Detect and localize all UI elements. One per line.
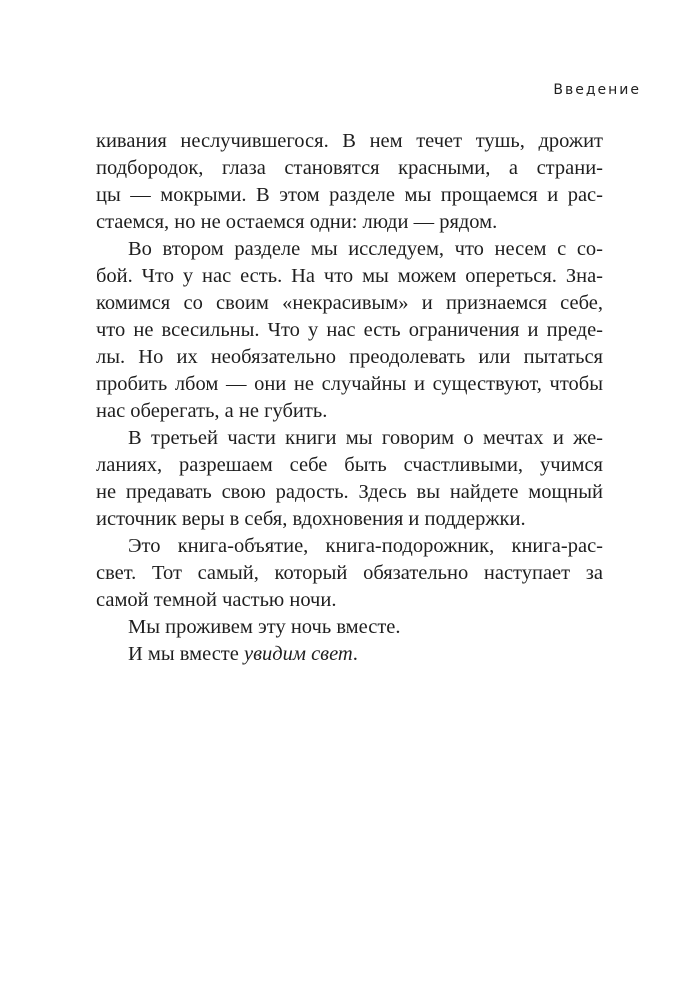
- text-line: пробить лбом — они не случайны и существуют, чтобы: [96, 373, 603, 395]
- text-line: Мы проживем эту ночь вместе.: [128, 616, 401, 638]
- text-line: стаемся, но не остаемся одни: люди — рядом.: [96, 211, 498, 233]
- text-line: самой темной частью ночи.: [96, 589, 337, 611]
- running-head: Введение: [553, 82, 641, 98]
- text-line: источник веры в себя, вдохновения и поддержки.: [96, 508, 526, 530]
- text-line: не предавать свою радость. Здесь вы найдете мощный: [96, 481, 603, 503]
- text-segment: .: [352, 643, 358, 665]
- text-line: цы — мокрыми. В этом разделе мы прощаемся и рас-: [96, 184, 603, 206]
- text-line: подбородок, глаза становятся красными, а страни-: [96, 157, 603, 179]
- italic-emphasis: увидим свет: [244, 643, 353, 665]
- text-line: ланиях, разрешаем себе быть счастливыми, учимся: [96, 454, 603, 476]
- text-line: В третьей части книги мы говорим о мечтах и же-: [128, 427, 603, 449]
- text-line: свет. Тот самый, который обязательно наступает за: [96, 562, 603, 584]
- text-line: лы. Но их необязательно преодолевать или пытаться: [96, 346, 603, 368]
- text-line: что не всесильны. Что у нас есть ограничения и преде-: [96, 319, 603, 341]
- text-line: нас оберегать, а не губить.: [96, 400, 328, 422]
- body-text: [96, 128, 603, 668]
- text-line: кивания неслучившегося. В нем течет тушь, дрожит: [96, 130, 603, 152]
- text-line: Это книга-объятие, книга-подорожник, книга-рас-: [128, 535, 603, 557]
- text-line: Во втором разделе мы исследуем, что несем с со-: [128, 238, 603, 260]
- text-line: бой. Что у нас есть. На что мы можем опереться. Зна-: [96, 265, 603, 287]
- text-segment: И мы вместе: [128, 643, 244, 665]
- text-line: комимся со своим «некрасивым» и признаемся себе,: [96, 292, 603, 314]
- text-line-final: [96, 641, 603, 668]
